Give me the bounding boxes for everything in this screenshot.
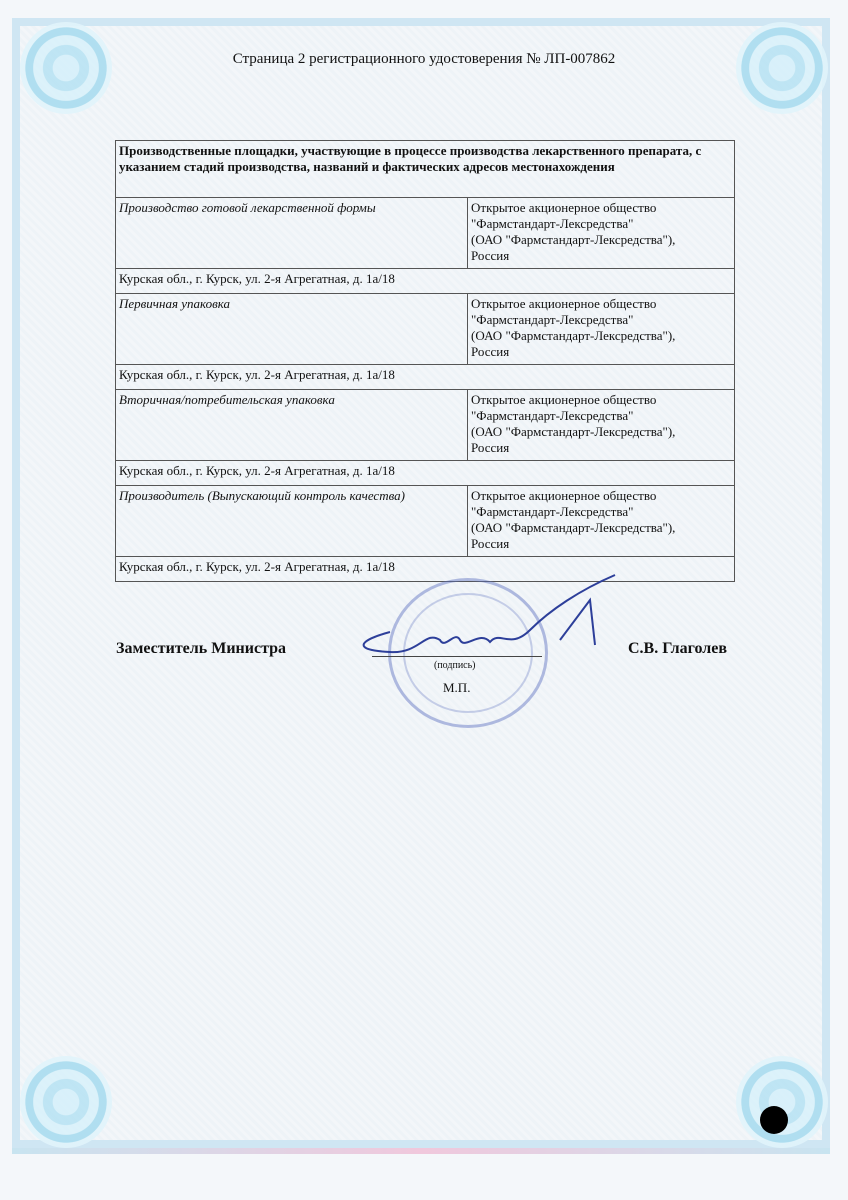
address-row [116,461,735,486]
company-cell [468,390,735,461]
company-line: Россия [471,248,510,263]
company-line: Открытое акционерное общество [471,392,657,407]
corner-rosette [736,22,828,114]
company-cell [468,294,735,365]
table-row [116,294,735,365]
company-line: Россия [471,440,510,455]
company-line: "Фармстандарт-Лексредства" [471,216,634,231]
company-line: "Фармстандарт-Лексредства" [471,504,634,519]
production-sites-table [115,140,735,582]
corner-rosette [20,22,112,114]
site-address: Курская обл., г. Курск, ул. 2-я Агрегатная, д. 1а/18 [116,365,735,390]
company-cell [468,486,735,557]
page-title: Страница 2 регистрационного удостоверения № ЛП-007862 [232,51,616,67]
signature-line [372,656,542,657]
signature-caption: (подпись) [434,660,476,671]
signatory-name: С.В. Глаголев [628,640,727,657]
production-stage: Первичная упаковка [116,294,468,365]
corner-rosette [736,1056,828,1148]
company-line: Россия [471,344,510,359]
company-line: (ОАО "Фармстандарт-Лексредства"), [471,520,676,535]
address-row [116,269,735,294]
table-row [116,390,735,461]
hole-punch-mark [760,1106,788,1134]
company-line: Открытое акционерное общество [471,296,657,311]
company-line: (ОАО "Фармстандарт-Лексредства"), [471,328,676,343]
company-line: (ОАО "Фармстандарт-Лексредства"), [471,232,676,247]
company-line: Открытое акционерное общество [471,200,657,215]
address-row [116,365,735,390]
table-row [116,198,735,269]
company-line: "Фармстандарт-Лексредства" [471,312,634,327]
production-stage: Производитель (Выпускающий контроль качества) [116,486,468,557]
production-stage: Производство готовой лекарственной формы [116,198,468,269]
company-line: Открытое акционерное общество [471,488,657,503]
site-address: Курская обл., г. Курск, ул. 2-я Агрегатная, д. 1а/18 [116,269,735,294]
table-row [116,486,735,557]
company-line: Россия [471,536,510,551]
production-stage: Вторичная/потребительская упаковка [116,390,468,461]
table-heading: Производственные площадки, участвующие в процессе производства лекарственного препарата, с указанием стадий производства, названий и фактических адресов местонахождения [116,141,735,198]
company-line: "Фармстандарт-Лексредства" [471,408,634,423]
site-address: Курская обл., г. Курск, ул. 2-я Агрегатная, д. 1а/18 [116,461,735,486]
site-address: Курская обл., г. Курск, ул. 2-я Агрегатная, д. 1а/18 [116,557,735,582]
company-cell [468,198,735,269]
signatory-position: Заместитель Министра [116,640,287,657]
signature-scribble [330,570,630,670]
corner-rosette [20,1056,112,1148]
seal-label: М.П. [443,680,471,695]
company-line: (ОАО "Фармстандарт-Лексредства"), [471,424,676,439]
